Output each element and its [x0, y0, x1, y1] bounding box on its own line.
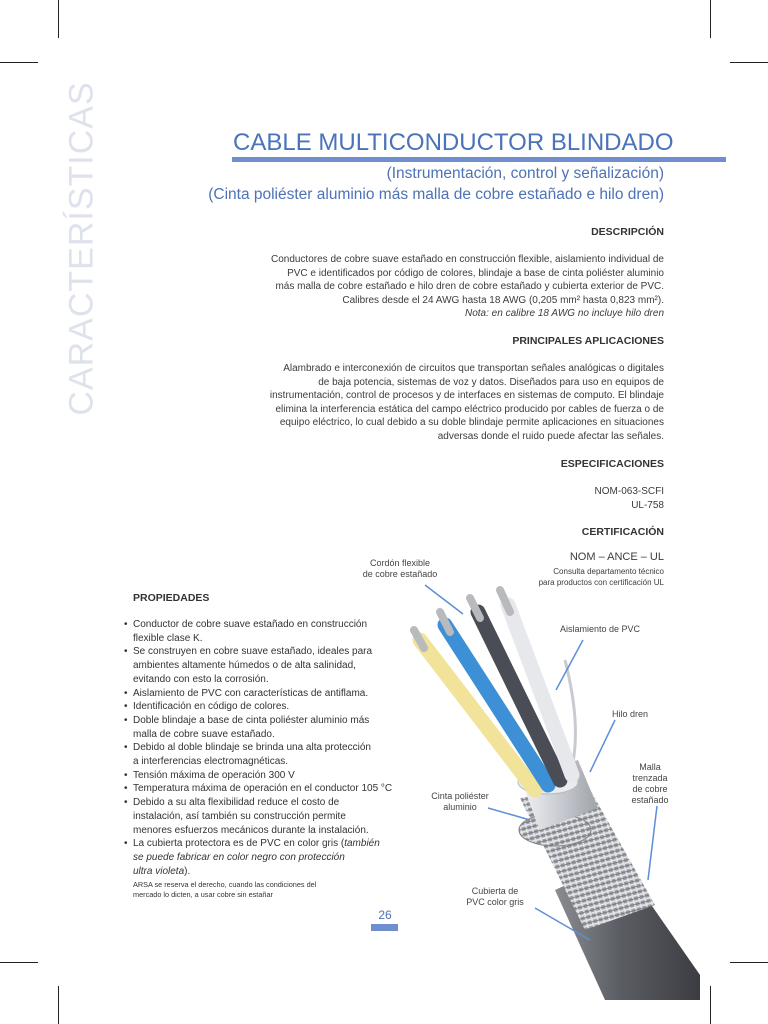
callout-malla: Malla trenzada de cobre estañado: [631, 762, 669, 805]
page-number-bar: [371, 924, 398, 931]
list-item: • Doble blindaje a base de cinta poliéster aluminio más malla de cobre suave estañado.: [124, 714, 414, 741]
callout-cordon: Cordón flexible de cobre estañado: [362, 558, 438, 579]
callout-hilo-dren: Hilo dren: [611, 709, 649, 719]
list-item: • Conductor de cobre suave estañado en construcción flexible clase K.: [124, 618, 414, 645]
side-title: CARACTERÍSTICAS: [62, 80, 101, 416]
certificacion-heading: CERTIFICACIÓN: [581, 526, 664, 538]
text-line: Consulta departamento técnico: [553, 567, 664, 576]
text-line: equipo eléctrico, lo cual debido a su doble blindaje permite aplicaciones en situaciones: [279, 417, 664, 428]
text-line: de baja potencia, sistemas de voz y datos. Diseñados para uso en equipos de: [318, 376, 664, 388]
propiedades-heading: PROPIEDADES: [133, 592, 210, 604]
text-line: instrumentación, control de procesos y de interfaces en sistemas de computo. El blindaje: [269, 390, 664, 401]
list-item: • Identificación en código de colores.: [124, 700, 414, 714]
spec-standard: UL-758: [631, 499, 664, 511]
list-item: • Debido al doble blindaje se brinda una alta protección a interferencias electromagnéticas.: [124, 741, 414, 768]
page-title: CABLE MULTICONDUCTOR BLINDADO: [233, 129, 674, 156]
list-item: • Aislamiento de PVC con características de antiflama.: [124, 687, 414, 701]
certificacion-value: NOM – ANCE – UL: [569, 551, 664, 563]
list-item: • Tensión máxima de operación 300 V: [124, 769, 414, 783]
list-item: • Temperatura máxima de operación en el conductor 105 °C: [124, 782, 414, 796]
descripcion-heading: DESCRIPCIÓN: [591, 226, 664, 238]
subtitle-construction: (Cinta poliéster aluminio más malla de cobre estañado e hilo dren): [208, 186, 664, 203]
list-item: • La cubierta protectora es de PVC en color gris (también se puede fabricar en color negro con protección ultra violeta).: [124, 837, 414, 878]
text-line: PVC e identificados por código de colores, blindaje a base de cinta poliéster aluminio: [287, 267, 664, 279]
aplicaciones-heading: PRINCIPALES APLICACIONES: [512, 335, 664, 347]
spec-standard: NOM-063-SCFI: [594, 486, 664, 497]
text-line: adversas donde el ruido puede afectar las señales.: [437, 430, 664, 442]
callout-cubierta: Cubierta de PVC color gris: [466, 886, 524, 907]
especificaciones-heading: ESPECIFICACIONES: [560, 458, 664, 470]
list-item: • Se construyen en cobre suave estañado, ideales para ambientes altamente húmedos o de alta salinidad, evitando con esto la corrosión.: [124, 645, 414, 686]
text-line: elimina la interferencia estática del campo eléctrico producido por cables de fuerza o de: [275, 403, 664, 415]
list-item: • Debido a su alta flexibilidad reduce el costo de instalación, así también su construcción permite menores esfuerzos mecánicos durante la instalación.: [124, 796, 414, 837]
subtitle-applications: (Instrumentación, control y señalización): [386, 165, 664, 182]
text-line: Conductores de cobre suave estañado en construcción flexible, aislamiento individual de: [270, 254, 664, 265]
callout-cinta: Cinta poliéster aluminio: [431, 791, 489, 812]
callout-aislamiento: Aislamiento de PVC: [559, 624, 641, 634]
conductors: [414, 590, 572, 790]
descripcion-note: Nota: en calibre 18 AWG no incluye hilo dren: [465, 308, 664, 319]
page-number: 26: [378, 908, 392, 922]
text-line: Calibres desde el 24 AWG hasta 18 AWG (0,205 mm² hasta 0,823 mm²).: [342, 294, 664, 306]
disclaimer: ARSA se reserva el derecho, cuando las condiciones del mercado lo dicten, a usar cobre sin estañar: [133, 880, 317, 899]
text-line: más malla de cobre estañado e hilo dren de cobre estañado y cubierta exterior de PVC.: [275, 281, 664, 292]
text-line: para productos con certificación UL: [538, 578, 664, 587]
text-line: Alambrado e interconexión de circuitos que transportan señales analógicas o digitales: [283, 363, 664, 374]
